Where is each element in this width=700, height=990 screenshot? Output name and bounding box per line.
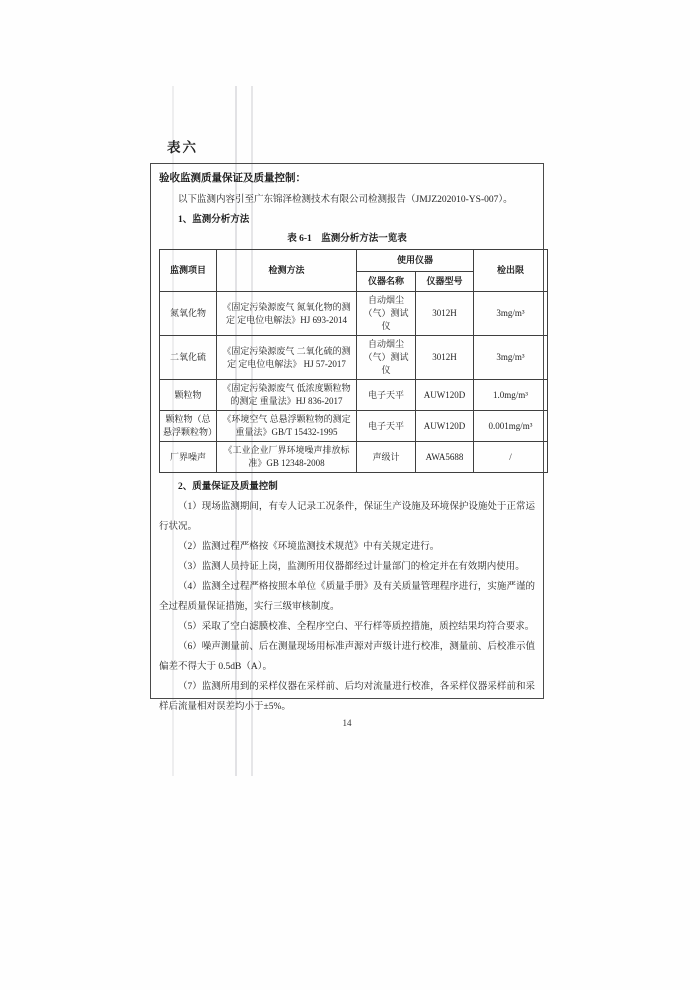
table-row: [160, 380, 548, 411]
cell-method: 《固定污染源废气 氮氧化物的测定 定电位电解法》HJ 693-2014: [217, 292, 357, 336]
cell-instrument-model: AUW120D: [416, 411, 474, 442]
intro-paragraph: 以下监测内容引至广东锦泽检测技术有限公司检测报告（JMJZ202010-YS-007）。: [178, 195, 513, 205]
table-row: [160, 411, 548, 442]
page-number: 14: [342, 718, 352, 728]
cell-item: 厂界噪声: [160, 442, 217, 473]
cell-instrument-name: 自动烟尘（气）测试仪: [357, 292, 416, 336]
cell-item: 颗粒物: [160, 380, 217, 411]
qa-paragraph-5: （5）采取了空白滤膜校准、全程序空白、平行样等质控措施，质控结果均符合要求。: [178, 622, 535, 632]
cell-instrument-name: 声级计: [357, 442, 416, 473]
header-method: 检测方法: [217, 250, 357, 292]
cell-limit: 0.001mg/m³: [474, 411, 548, 442]
cell-instrument-model: AWA5688: [416, 442, 474, 473]
cell-item: 氮氧化物: [160, 292, 217, 336]
header-item: 监测项目: [160, 250, 217, 292]
qa-paragraph-2: （2）监测过程严格按《环境监测技术规范》中有关规定进行。: [178, 542, 440, 552]
cell-instrument-model: AUW120D: [416, 380, 474, 411]
cell-method: 《环境空气 总悬浮颗粒物的测定 重量法》GB/T 15432-1995: [217, 411, 357, 442]
cell-instrument-model: 3012H: [416, 292, 474, 336]
cell-method: 《固定污染源废气 二氧化硫的测定 定电位电解法》 HJ 57-2017: [217, 336, 357, 380]
box-title: 验收监测质量保证及质量控制：: [159, 173, 306, 184]
qa-paragraph-1: （1）现场监测期间，有专人记录工况条件，保证生产设施及环境保护设施处于正常运行状况。: [159, 502, 535, 532]
header-limit: 检出限: [474, 250, 548, 292]
table-caption: 表 6-1 监测分析方法一览表: [287, 234, 407, 244]
content-box: [150, 163, 544, 712]
cell-instrument-model: 3012H: [416, 336, 474, 380]
cell-instrument-name: 电子天平: [357, 380, 416, 411]
qa-paragraph-4: （4）监测全过程严格按照本单位《质量手册》及有关质量管理程序进行，实施严谨的全过程质量保证措施，实行三级审核制度。: [159, 582, 535, 612]
qa-paragraph-3: （3）监测人员持证上岗，监测所用仪器都经过计量部门的检定并在有效期内使用。: [178, 562, 525, 572]
qa-paragraph-7: （7）监测所用到的采样仪器在采样前、后均对流量进行校准，各采样仪器采样前和采样后流量相对误差均小于±5%。: [159, 682, 535, 712]
header-instrument-group: 使用仪器: [357, 250, 474, 272]
cell-instrument-name: 自动烟尘（气）测试仪: [357, 336, 416, 380]
sheet-label: 表六: [167, 140, 198, 155]
table-row: [160, 292, 548, 336]
cell-instrument-name: 电子天平: [357, 411, 416, 442]
cell-limit: /: [474, 442, 548, 473]
cell-method: 《固定污染源废气 低浓度颗粒物的测定 重量法》HJ 836-2017: [217, 380, 357, 411]
cell-limit: 1.0mg/m³: [474, 380, 548, 411]
monitoring-methods-table: [159, 249, 548, 473]
section-1-title: 1、监测分析方法: [178, 215, 250, 225]
header-instrument-model: 仪器型号: [416, 272, 474, 292]
table-row: [160, 336, 548, 380]
header-instrument-name: 仪器名称: [357, 272, 416, 292]
cell-method: 《工业企业厂界环境噪声排放标准》GB 12348-2008: [217, 442, 357, 473]
table-header-row-1: [160, 250, 548, 272]
cell-item: 二氧化硫: [160, 336, 217, 380]
section-2-title: 2、质量保证及质量控制: [178, 482, 278, 492]
cell-limit: 3mg/m³: [474, 336, 548, 380]
table-row: [160, 442, 548, 473]
cell-item: 颗粒物（总悬浮颗粒物）: [160, 411, 217, 442]
qa-paragraph-6: （6）噪声测量前、后在测量现场用标准声源对声级计进行校准，测量前、后校准示值偏差不得大于 0.5dB（A）。: [159, 642, 535, 672]
cell-limit: 3mg/m³: [474, 292, 548, 336]
